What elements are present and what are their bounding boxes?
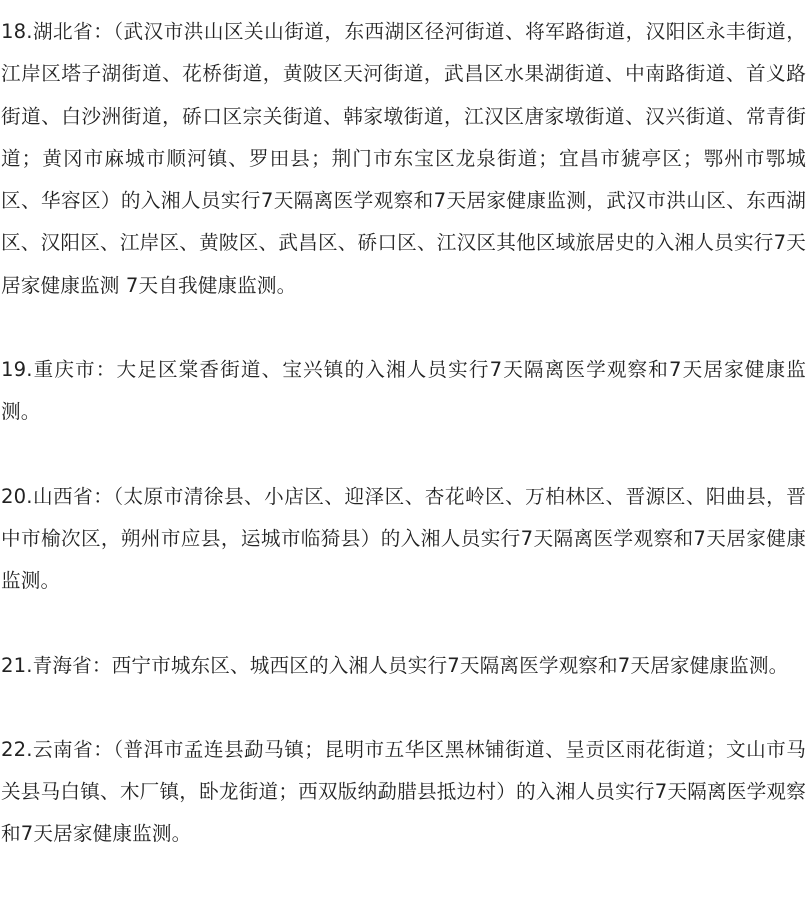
paragraph-spacer xyxy=(1,687,806,729)
paragraph-chongqing: 19.重庆市：大足区棠香街道、宝兴镇的入湘人员实行7天隔离医学观察和7天居家健康监测。 xyxy=(1,358,806,424)
paragraph-shanxi: 20.山西省：（太原市清徐县、小店区、迎泽区、杏花岭区、万柏林区、晋源区、阳曲县，晋中市榆次区，朔州市应县，运城市临猗县）的入湘人员实行7天隔离医学观察和7天居家健康监测。 xyxy=(1,484,806,593)
paragraph-spacer xyxy=(1,434,806,476)
paragraph-spacer xyxy=(1,603,806,645)
paragraph-spacer xyxy=(1,307,806,349)
paragraph-yunnan: 22.云南省：（普洱市孟连县勐马镇；昆明市五华区黑林铺街道、呈贡区雨花街道；文山市马关县马白镇、木厂镇，卧龙街道；西双版纳勐腊县抵边村）的入湘人员实行7天隔离医学观察和7天居家健康监测。 xyxy=(1,737,806,846)
paragraph-hubei: 18.湖北省：（武汉市洪山区关山街道，东西湖区径河街道、将军路街道，汉阳区永丰街道，江岸区塔子湖街道、花桥街道，黄陂区天河街道，武昌区水果湖街道、中南路街道、首义路街道、白沙洲街道，硚口区宗关街道、韩家墩街道，江汉区唐家墩街道、汉兴街道、常青街道；黄冈市麻城市顺河镇、罗田县；荆门市东宝区龙泉街道；宜昌市猇亭区；鄂州市鄂城区、华容区）的入湘人员实行7天隔离医学观察和7天居家健康监测，武汉市洪山区、东西湖区、汉阳区、江岸区、黄陂区、武昌区、硚口区、江汉区其他区域旅居史的入湘人员实行7天居家健康监测 7天自我健康监测。 xyxy=(1,20,806,297)
paragraph-qinghai: 21.青海省：西宁市城东区、城西区的入湘人员实行7天隔离医学观察和7天居家健康监测。 xyxy=(1,653,789,677)
